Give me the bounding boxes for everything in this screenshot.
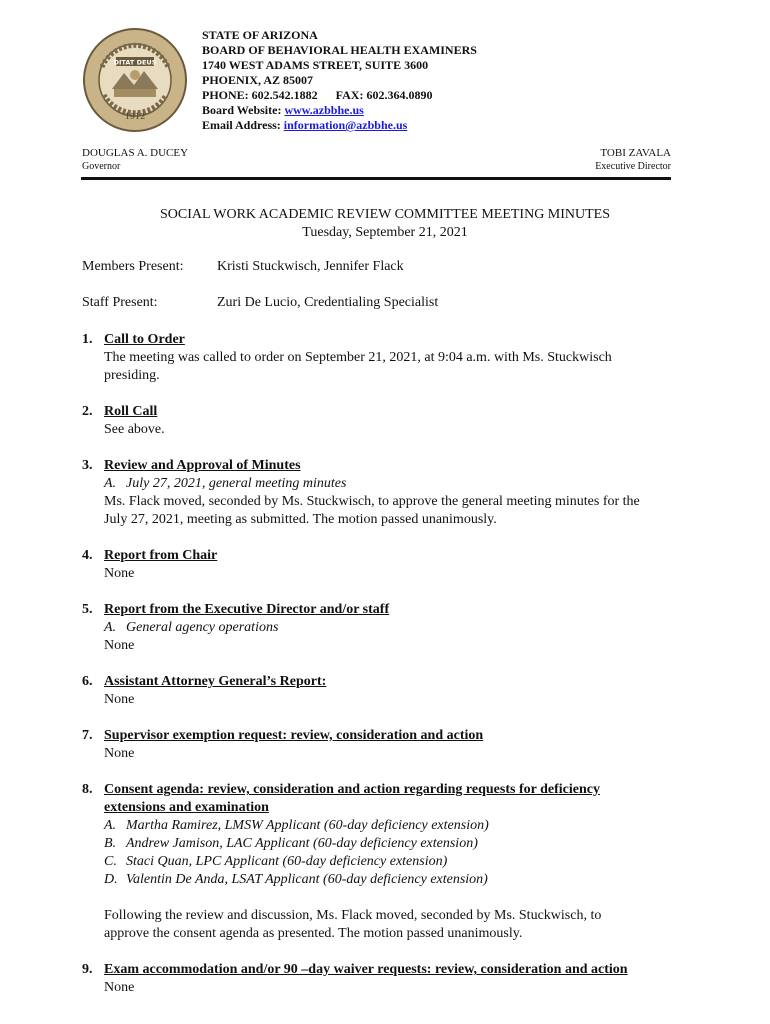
svg-text:1912: 1912	[124, 112, 146, 121]
email-label: Email Address:	[202, 118, 281, 132]
agenda-items	[82, 331, 692, 1015]
members-label: Members Present:	[82, 259, 184, 274]
agenda-item-text: None	[104, 638, 135, 653]
agenda-item-heading: Call to Order	[104, 332, 185, 347]
agenda-item	[82, 547, 692, 583]
agenda-subitem	[104, 817, 692, 835]
agenda-item-number: 6.	[82, 674, 93, 689]
agenda-item-heading-cont: extensions and examination	[104, 800, 269, 815]
agenda-subitem-letter: A.	[104, 476, 117, 491]
agenda-subitem-letter: D.	[104, 872, 118, 887]
agenda-item-text: presiding.	[104, 368, 160, 383]
agenda-item-text: None	[104, 566, 135, 581]
agenda-item-number: 7.	[82, 728, 93, 743]
document-title-block	[0, 206, 770, 242]
agenda-item-text: None	[104, 746, 135, 761]
agenda-item-text: None	[104, 692, 135, 707]
staff-value: Zuri De Lucio, Credentialing Specialist	[217, 295, 439, 310]
agenda-subitem	[104, 853, 692, 871]
agenda-subitem-letter: A.	[104, 818, 117, 833]
agenda-subitem-text: General agency operations	[126, 620, 279, 635]
phone-number: 602.542.1882	[251, 88, 318, 102]
agenda-item-text: July 27, 2021, meeting as submitted. The motion passed unanimously.	[104, 512, 497, 527]
svg-text:DITAT DEUS: DITAT DEUS	[113, 58, 157, 67]
agenda-item-number: 2.	[82, 404, 93, 419]
agenda-subitem-letter: B.	[104, 836, 117, 851]
governor-title: Governor	[82, 161, 121, 172]
agenda-item-heading: Assistant Attorney General’s Report:	[104, 674, 327, 689]
agenda-subitem-text: Valentin De Anda, LSAT Applicant (60-day deficiency extension)	[126, 872, 488, 887]
agenda-item-text: Ms. Flack moved, seconded by Ms. Stuckwisch, to approve the general meeting minutes for the	[104, 494, 640, 509]
document-title: SOCIAL WORK ACADEMIC REVIEW COMMITTEE MEETING MINUTES	[159, 207, 611, 222]
agenda-item-number: 4.	[82, 548, 93, 563]
email-line	[202, 118, 477, 133]
agenda-subitem	[104, 619, 692, 637]
email-link[interactable]: information@azbbhe.us	[283, 118, 408, 132]
header-divider	[81, 177, 671, 180]
agenda-item-text: None	[104, 980, 135, 995]
agenda-subitem	[104, 475, 692, 493]
website-link[interactable]: www.azbbhe.us	[284, 103, 364, 117]
state-name: STATE OF ARIZONA	[202, 28, 318, 42]
agenda-item-heading: Exam accommodation and/or 90 –day waiver requests: review, consideration and action	[104, 962, 628, 977]
agenda-item	[82, 331, 692, 385]
letterhead	[202, 28, 477, 133]
arizona-state-seal	[82, 27, 188, 133]
agenda-item	[82, 727, 692, 763]
website-label: Board Website:	[202, 103, 282, 117]
agenda-subitem	[104, 835, 692, 853]
agenda-item-number: 8.	[82, 782, 93, 797]
board-name: BOARD OF BEHAVIORAL HEALTH EXAMINERS	[202, 43, 477, 57]
agenda-item-number: 5.	[82, 602, 93, 617]
agenda-item-heading: Report from the Executive Director and/or staff	[104, 602, 390, 617]
agenda-item-text: The meeting was called to order on September 21, 2021, at 9:04 a.m. with Ms. Stuckwisch	[104, 350, 612, 365]
agenda-item-number: 1.	[82, 332, 93, 347]
agenda-item-text: See above.	[104, 422, 165, 437]
director-block	[595, 146, 671, 174]
governor-block	[82, 146, 188, 174]
governor-name: DOUGLAS A. DUCEY	[82, 147, 189, 159]
agenda-item-heading: Review and Approval of Minutes	[104, 458, 301, 473]
agenda-subitem-text: Andrew Jamison, LAC Applicant (60-day deficiency extension)	[126, 836, 478, 851]
agenda-item	[82, 781, 692, 943]
meeting-date: Tuesday, September 21, 2021	[302, 225, 468, 240]
agenda-item-text: Following the review and discussion, Ms. Flack moved, seconded by Ms. Stuckwisch, to	[104, 908, 602, 923]
agenda-item	[82, 961, 692, 997]
fax-label: FAX:	[335, 88, 364, 102]
agenda-subitem-text: July 27, 2021, general meeting minutes	[126, 476, 347, 491]
phone-fax-line	[202, 88, 477, 103]
phone-label: PHONE:	[202, 88, 249, 102]
agenda-subitem-letter: C.	[104, 854, 117, 869]
members-value: Kristi Stuckwisch, Jennifer Flack	[217, 259, 404, 274]
agenda-item-heading: Report from Chair	[104, 548, 218, 563]
director-name: TOBI ZAVALA	[600, 147, 671, 159]
agenda-item	[82, 601, 692, 655]
website-line	[202, 103, 477, 118]
agenda-subitem-letter: A.	[104, 620, 117, 635]
agenda-item-heading: Supervisor exemption request: review, consideration and action	[104, 728, 484, 743]
agenda-subitem-text: Staci Quan, LPC Applicant (60-day deficiency extension)	[126, 854, 448, 869]
city-address: PHOENIX, AZ 85007	[202, 73, 314, 87]
agenda-item-text: approve the consent agenda as presented. The motion passed unanimously.	[104, 926, 523, 941]
agenda-item	[82, 673, 692, 709]
agenda-item-heading: Roll Call	[104, 404, 158, 419]
agenda-item-number: 9.	[82, 962, 93, 977]
agenda-subitem-text: Martha Ramirez, LMSW Applicant (60-day deficiency extension)	[126, 818, 489, 833]
staff-label: Staff Present:	[82, 295, 158, 310]
agenda-item-number: 3.	[82, 458, 93, 473]
agenda-item	[82, 403, 692, 439]
agenda-subitem	[104, 871, 692, 889]
director-title: Executive Director	[595, 161, 671, 172]
fax-number: 602.364.0890	[366, 88, 433, 102]
agenda-item	[82, 457, 692, 529]
street-address: 1740 WEST ADAMS STREET, SUITE 3600	[202, 58, 429, 72]
agenda-item-heading: Consent agenda: review, consideration and action regarding requests for deficiency	[104, 782, 600, 797]
